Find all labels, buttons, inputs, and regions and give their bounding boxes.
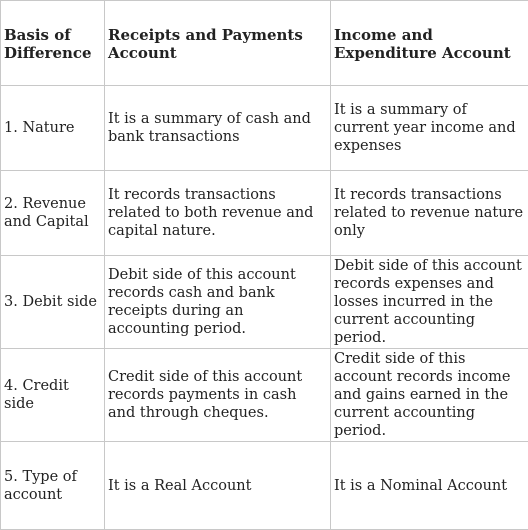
receipts-payments-cell: It is a summary of cash and bank transactions [105, 86, 331, 171]
basis-cell: 1. Nature [1, 86, 105, 171]
header-income-expenditure: Income and Expenditure Account [331, 1, 528, 86]
receipts-payments-cell: It records transactions related to both revenue and capital nature. [105, 171, 331, 256]
table-header [1, 1, 528, 86]
receipts-payments-cell: Credit side of this account records payments in cash and through cheques. [105, 349, 331, 442]
basis-cell: 2. Revenue and Capital [1, 171, 105, 256]
table-row [1, 256, 528, 349]
table-row [1, 171, 528, 256]
table-body [1, 86, 528, 530]
header-basis: Basis of Difference [1, 1, 105, 86]
basis-cell: 3. Debit side [1, 256, 105, 349]
basis-cell: 5. Type of account [1, 442, 105, 530]
receipts-payments-cell: Debit side of this account records cash and bank receipts during an accounting period. [105, 256, 331, 349]
receipts-payments-cell: It is a Real Account [105, 442, 331, 530]
header-receipts-payments: Receipts and Payments Account [105, 1, 331, 86]
income-expenditure-cell: It is a Nominal Account [331, 442, 528, 530]
income-expenditure-cell: Credit side of this account records income and gains earned in the current accounting period. [331, 349, 528, 442]
income-expenditure-cell: Debit side of this account records expenses and losses incurred in the current accounting period. [331, 256, 528, 349]
income-expenditure-cell: It records transactions related to revenue nature only [331, 171, 528, 256]
table-row [1, 442, 528, 530]
header-row [1, 1, 528, 86]
income-expenditure-cell: It is a summary of current year income and expenses [331, 86, 528, 171]
basis-cell: 4. Credit side [1, 349, 105, 442]
table-row [1, 86, 528, 171]
table-row [1, 349, 528, 442]
